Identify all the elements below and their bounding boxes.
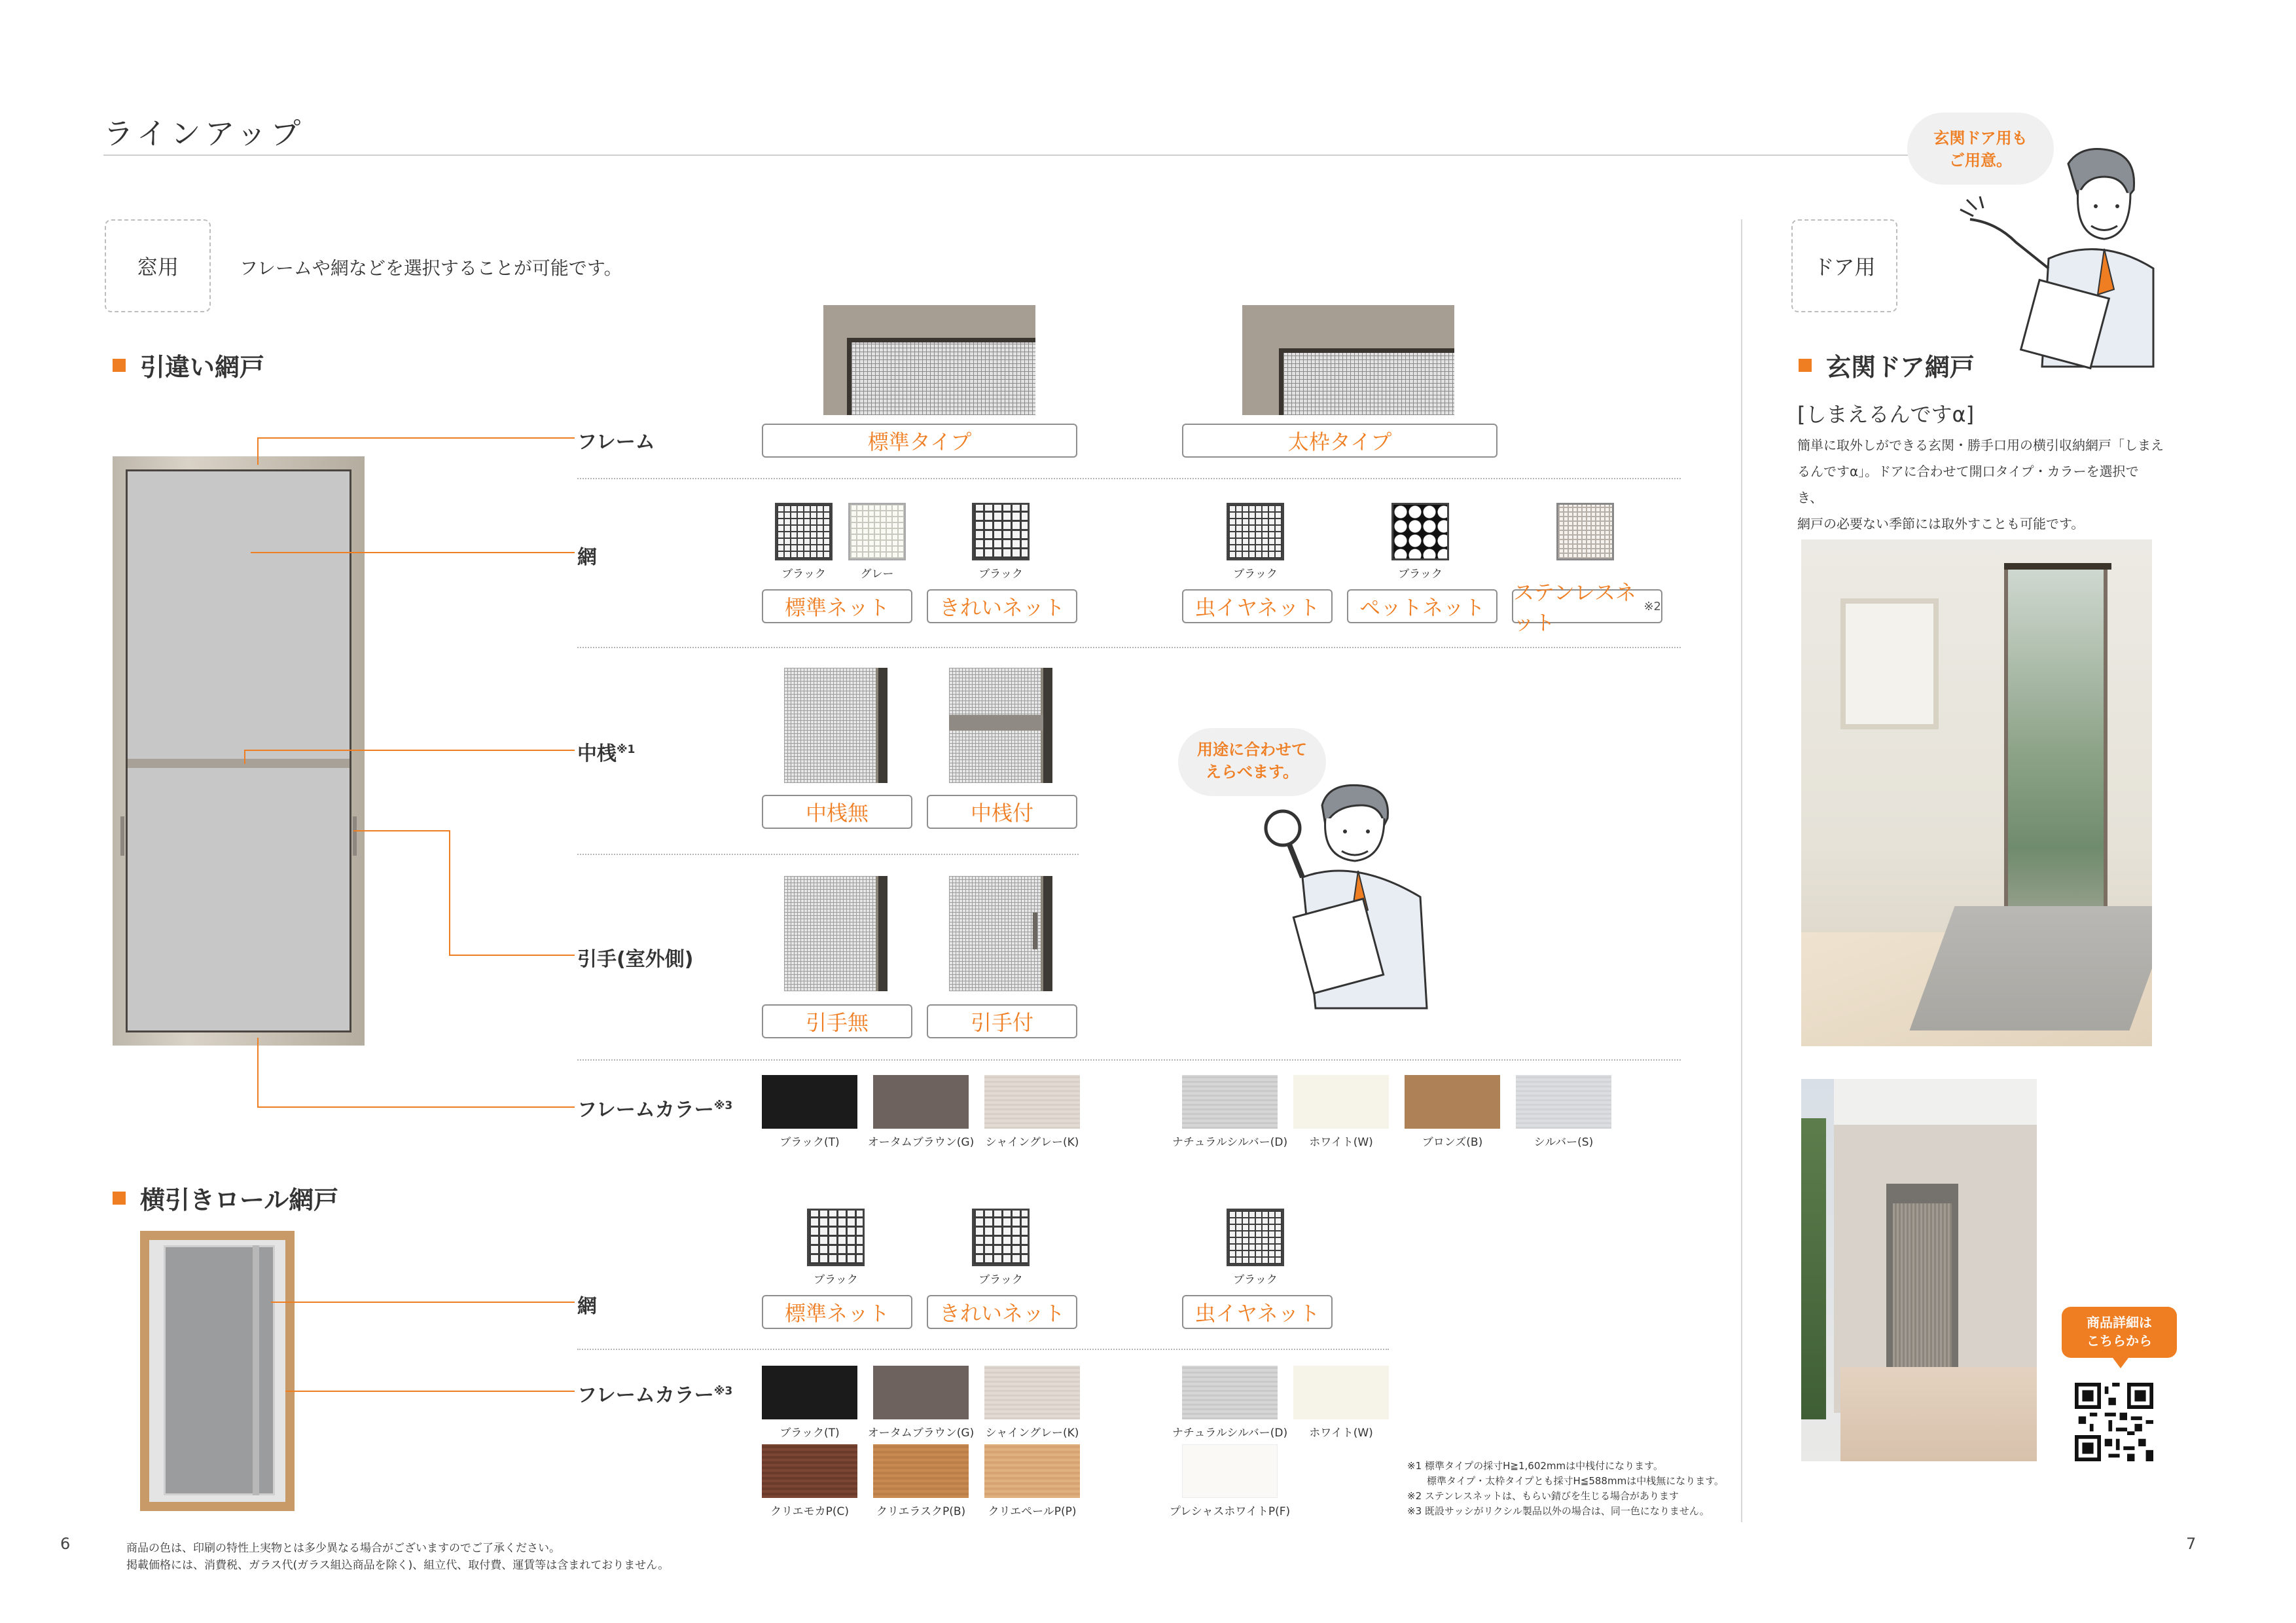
net-sample-stainless <box>1556 503 1614 560</box>
row-label-bar-note: ※1 <box>617 743 636 756</box>
footnotes <box>1407 1459 1748 1519</box>
option-net-stainless[interactable] <box>1512 580 1662 635</box>
option-net-stainless-label: ステンレスネット <box>1513 580 1637 635</box>
color-name: シルバー(S) <box>1534 1136 1594 1149</box>
row-separator <box>577 647 1681 648</box>
row-label-roll-frame-color-text: フレームカラー <box>577 1384 714 1407</box>
option-frame-standard[interactable]: 標準タイプ <box>762 424 1077 458</box>
roll-color-swatch-crie-pale[interactable] <box>984 1444 1080 1498</box>
bubble-line: 用途に合わせて <box>1197 740 1307 759</box>
frame-sample-mesh <box>847 338 1035 415</box>
footnote-line: 標準タイプ・太枠タイプとも採寸H≦588mmは中桟無になります。 <box>1407 1475 1725 1487</box>
sample-middle-bar <box>949 715 1043 731</box>
option-net-kirei[interactable]: きれいネット <box>927 589 1077 623</box>
color-name: オータムブラウン(G) <box>867 1136 975 1149</box>
option-handle-none[interactable]: 引手無 <box>762 1004 912 1038</box>
frame-sample-thick <box>1242 305 1454 415</box>
color-name: クリエペールP(P) <box>988 1505 1077 1518</box>
sample-rail <box>876 876 888 991</box>
color-swatch-shine-gray[interactable] <box>984 1075 1080 1129</box>
color-name: ナチュラルシルバー(D) <box>1172 1427 1288 1440</box>
color-name: ブロンズ(B) <box>1422 1136 1483 1149</box>
section-heading-label: 引違い網戸 <box>140 353 265 382</box>
window-tag: 窓用 <box>105 219 211 312</box>
detail-button-line: こちらから <box>2087 1333 2152 1349</box>
bottom-note-line: 掲載価格には、消費税、ガラス代(ガラス組込商品を除く)、組立代、取付費、運賃等は含まれておりません。 <box>126 1559 670 1572</box>
exterior-door <box>1893 1203 1952 1379</box>
desc-line: 簡単に取外しができる玄関・勝手口用の横引収納網戸「しまえ <box>1797 437 2164 453</box>
section-heading-label: 横引きロール網戸 <box>140 1186 339 1214</box>
section-heading-roll-screen <box>113 1180 338 1216</box>
row-label-roll-frame-color <box>577 1379 732 1408</box>
option-roll-net-mushiiya[interactable]: 虫イヤネット <box>1182 1295 1333 1329</box>
section-heading-label: 玄関ドア網戸 <box>1826 353 1975 382</box>
bubble-line: ご用意。 <box>1949 151 2012 170</box>
handle-sample-with <box>949 876 1052 991</box>
color-name: ブラック(T) <box>780 1136 840 1149</box>
salesman-magnifier-illustration <box>1263 779 1440 1015</box>
net-color-label: ブラック <box>1233 1273 1278 1286</box>
roll-color-swatch-autumn-brown[interactable] <box>873 1366 969 1419</box>
roll-net-sample-mushiiya <box>1227 1209 1284 1266</box>
page-number-right: 7 <box>2186 1535 2197 1553</box>
exterior-steps <box>1840 1367 2037 1461</box>
color-name: シャイングレー(K) <box>985 1136 1079 1149</box>
net-color-label: ブラック <box>978 568 1023 581</box>
option-handle-with[interactable]: 引手付 <box>927 1004 1077 1038</box>
color-swatch-bronze[interactable] <box>1405 1075 1500 1129</box>
roll-net-sample-standard <box>807 1209 865 1266</box>
connector-roll-color <box>285 1391 575 1392</box>
exterior-canopy <box>1834 1079 2037 1125</box>
salesman-presenting-illustration <box>1957 144 2160 380</box>
color-swatch-autumn-brown[interactable] <box>873 1075 969 1129</box>
sample-handle <box>1033 913 1037 949</box>
net-sample-mushiiya <box>1227 503 1284 560</box>
column-divider <box>1741 219 1742 1522</box>
roll-color-swatch-natural-silver[interactable] <box>1182 1366 1278 1419</box>
entrance-tiles <box>1909 906 2152 1030</box>
row-label-frame-color-text: フレームカラー <box>577 1099 714 1122</box>
connector-bar <box>244 750 575 751</box>
qr-code-icon[interactable] <box>2075 1383 2153 1461</box>
sample-rail <box>1041 876 1052 991</box>
screen-mesh <box>126 469 351 1032</box>
roll-color-swatch-shine-gray[interactable] <box>984 1366 1080 1419</box>
footnote-line: ※2 ステンレスネットは、もらい錆びを生じる場合があります <box>1407 1490 1679 1502</box>
door-description <box>1797 432 2164 537</box>
roll-screen-illustration <box>140 1231 295 1511</box>
heading-marker <box>113 359 126 372</box>
bubble-line: えらべます。 <box>1205 763 1299 781</box>
row-label-bar <box>577 737 635 766</box>
sample-rail <box>876 668 888 783</box>
net-sample-standard-gray <box>848 503 906 560</box>
color-name: クリエラスクP(B) <box>876 1505 966 1518</box>
middle-bar <box>128 759 350 768</box>
exterior-photo <box>1801 1079 2037 1461</box>
connector-handle-b <box>449 830 450 955</box>
option-roll-net-standard[interactable]: 標準ネット <box>762 1295 912 1329</box>
product-detail-button[interactable] <box>2062 1307 2177 1358</box>
option-net-pet[interactable]: ペットネット <box>1347 589 1498 623</box>
net-color-label: ブラック <box>1398 568 1443 581</box>
bar-sample-none <box>784 668 888 783</box>
screen-header-bar <box>2004 563 2111 570</box>
row-separator <box>577 1059 1681 1061</box>
color-swatch-natural-silver[interactable] <box>1182 1075 1278 1129</box>
net-color-label: グレー <box>860 568 894 581</box>
connector-color-v <box>257 1038 259 1107</box>
exterior-trees <box>1801 1118 1826 1419</box>
door-tag: ドア用 <box>1791 219 1897 312</box>
row-separator <box>577 478 1681 479</box>
desc-line: るんですα」。ドアに合わせて開口タイプ・カラーを選択でき、 <box>1797 464 2139 505</box>
color-name: ブラック(T) <box>780 1427 840 1440</box>
footnote-line: ※1 標準タイプの採寸H≧1,602mmは中桟付になります。 <box>1407 1460 1663 1472</box>
roll-color-swatch-crie-mocha[interactable] <box>762 1444 857 1498</box>
wall-art <box>1840 598 1939 729</box>
roll-color-swatch-white[interactable] <box>1293 1366 1389 1419</box>
roll-color-swatch-precious-white[interactable] <box>1182 1444 1278 1498</box>
net-color-label: ブラック <box>978 1273 1023 1286</box>
color-name: プレシャスホワイトP(F) <box>1169 1505 1291 1518</box>
bar-sample-with <box>949 668 1052 783</box>
roll-net-sample-kirei <box>972 1209 1030 1266</box>
connector-handle-a <box>353 830 450 831</box>
section-heading-sliding-screen <box>113 347 264 383</box>
connector-color <box>257 1106 575 1108</box>
color-swatch-black[interactable] <box>762 1075 857 1129</box>
row-label-frame-color <box>577 1093 732 1122</box>
option-roll-net-kirei[interactable]: きれいネット <box>927 1295 1077 1329</box>
color-name: シャイングレー(K) <box>985 1427 1079 1440</box>
net-color-label: ブラック <box>1233 568 1278 581</box>
row-label-roll-net: 網 <box>577 1295 597 1318</box>
window-lead-text: フレームや網などを選択することが可能です。 <box>240 257 622 279</box>
bubble-line: 玄関ドア用も <box>1933 129 2028 147</box>
color-name: オータムブラウン(G) <box>867 1427 975 1440</box>
row-label-bar-text: 中桟 <box>577 742 617 765</box>
handle-right <box>353 816 357 856</box>
net-color-label: ブラック <box>814 1273 858 1286</box>
product-name: [しまえるんですα] <box>1797 402 1975 427</box>
entrance-photo <box>1801 539 2152 1046</box>
color-swatch-silver[interactable] <box>1516 1075 1611 1129</box>
net-sample-pet <box>1391 503 1449 560</box>
frame-sample-standard <box>823 305 1035 415</box>
roll-color-swatch-crie-rusk[interactable] <box>873 1444 969 1498</box>
connector-frame <box>257 437 575 439</box>
row-label-net: 網 <box>577 546 597 569</box>
row-label-handle: 引手(室外側) <box>577 948 694 971</box>
bottom-notes <box>126 1540 669 1574</box>
page-number-left: 6 <box>60 1535 71 1553</box>
option-net-standard[interactable]: 標準ネット <box>762 589 912 623</box>
row-separator <box>577 854 1079 855</box>
net-color-label: ブラック <box>781 568 826 581</box>
color-name: ホワイト(W) <box>1309 1136 1373 1149</box>
connector-frame-v <box>257 437 259 465</box>
handle-sample-none <box>784 876 888 991</box>
option-net-stainless-note: ※2 <box>1643 599 1661 613</box>
handle-left <box>120 816 124 856</box>
detail-button-pointer <box>2113 1358 2128 1368</box>
sliding-screen-illustration <box>113 456 365 1046</box>
option-frame-thick[interactable]: 太枠タイプ <box>1182 424 1498 458</box>
connector-bar-v <box>244 750 245 764</box>
option-bar-none[interactable]: 中桟無 <box>762 795 912 829</box>
heading-marker <box>113 1192 126 1205</box>
roll-color-swatch-black[interactable] <box>762 1366 857 1419</box>
color-name: クリエモカP(C) <box>770 1505 850 1518</box>
connector-handle-c <box>449 955 575 956</box>
connector-net <box>251 552 575 553</box>
connector-roll-net <box>271 1302 575 1303</box>
detail-button-line: 商品詳細は <box>2087 1315 2152 1330</box>
row-separator <box>577 1349 1389 1350</box>
page-title: ラインアップ <box>103 116 305 151</box>
row-label-frame: フレーム <box>577 431 655 454</box>
row-label-roll-frame-color-note: ※3 <box>713 1385 733 1398</box>
heading-marker <box>1799 359 1812 372</box>
desc-line: 網戸の必要ない季節には取外すことも可能です。 <box>1797 516 2085 532</box>
footnote-line: ※3 既設サッシがリクシル製品以外の場合は、同一色になりません。 <box>1407 1505 1710 1517</box>
option-bar-with[interactable]: 中桟付 <box>927 795 1077 829</box>
section-heading-door-screen <box>1799 347 1975 383</box>
bottom-note-line: 商品の色は、印刷の特性上実物とは多少異なる場合がございますのでご了承ください。 <box>126 1542 560 1555</box>
option-net-mushiiya[interactable]: 虫イヤネット <box>1182 589 1333 623</box>
title-divider <box>103 155 1936 156</box>
color-name: ホワイト(W) <box>1309 1427 1373 1440</box>
net-sample-kirei <box>972 503 1030 560</box>
color-swatch-white[interactable] <box>1293 1075 1389 1129</box>
frame-sample-mesh <box>1279 348 1454 415</box>
row-label-frame-color-note: ※3 <box>713 1099 733 1112</box>
net-sample-standard-black <box>775 503 833 560</box>
color-name: ナチュラルシルバー(D) <box>1172 1136 1288 1149</box>
roll-screen-bar <box>253 1245 259 1495</box>
